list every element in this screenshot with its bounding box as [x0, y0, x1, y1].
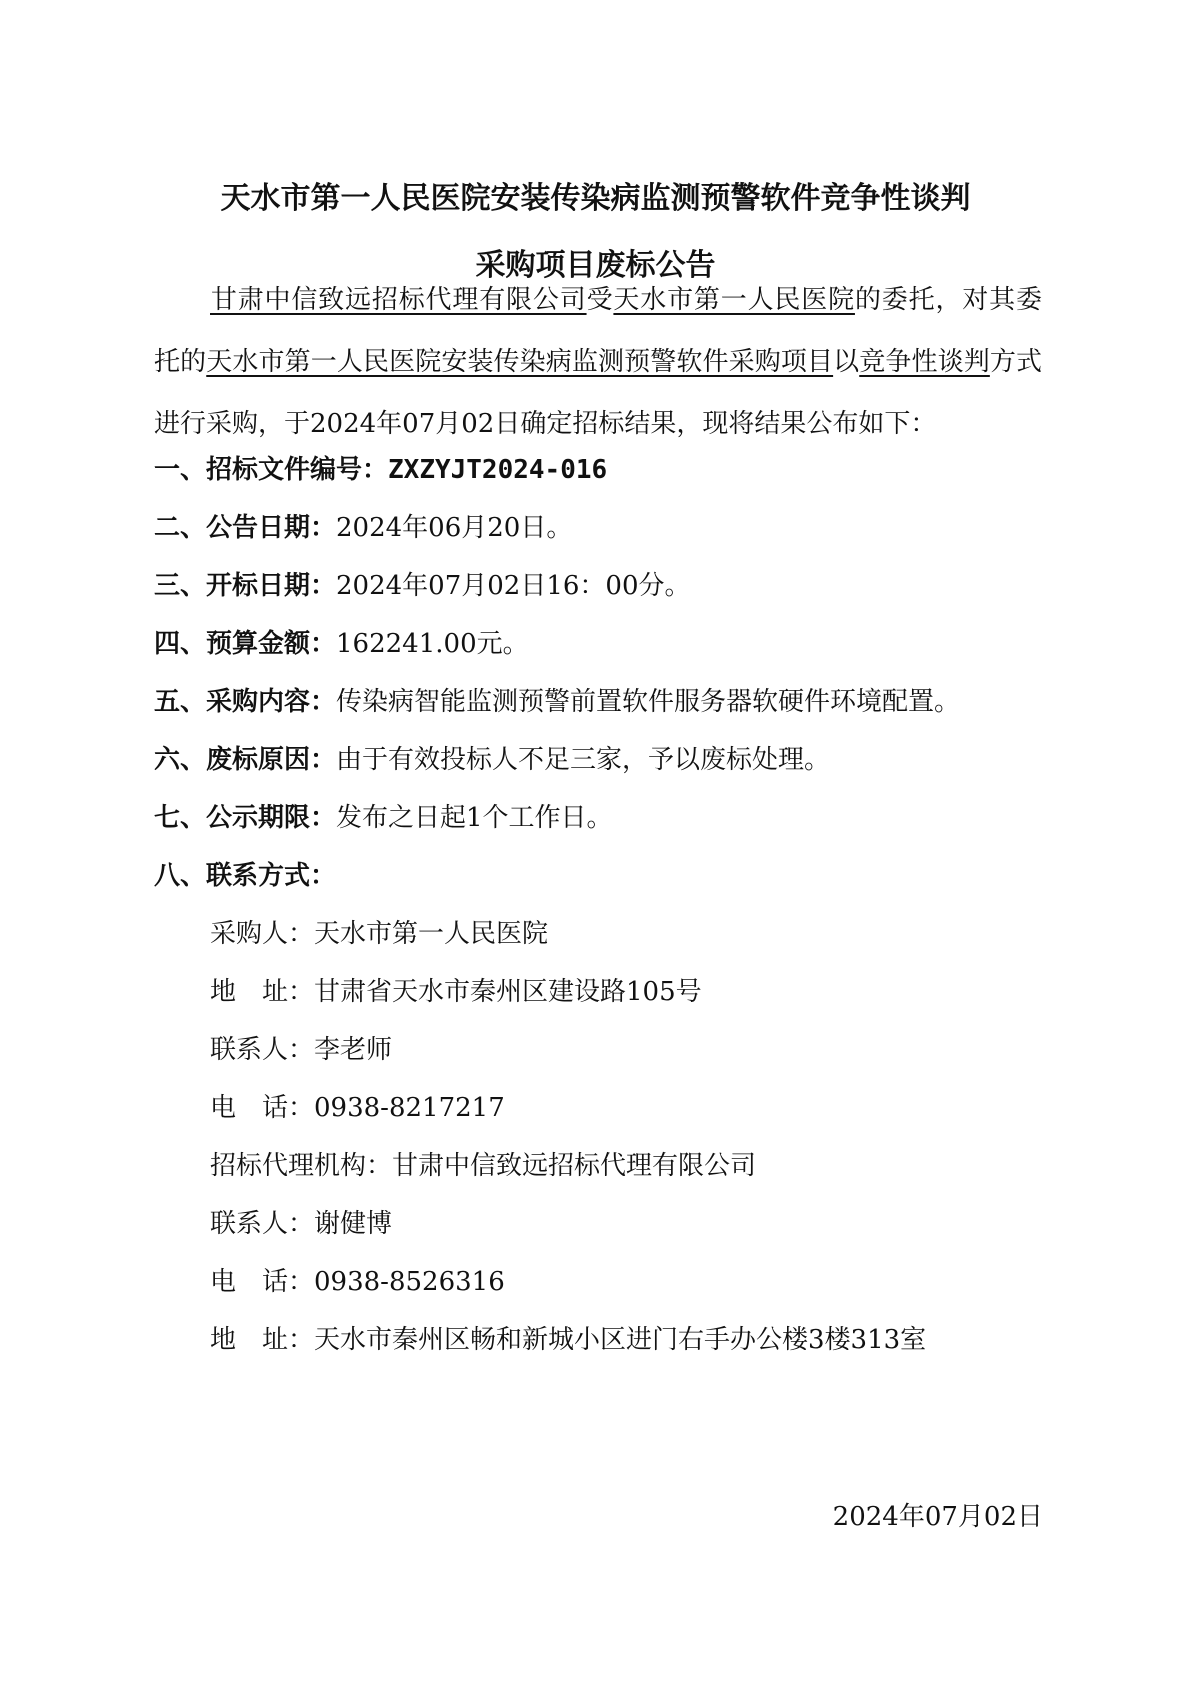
contact-purchaser-address: 地 址：甘肃省天水市秦州区建设路105号 — [210, 977, 702, 1007]
item-label: 七、公示期限： — [154, 803, 337, 833]
item-value: 发布之日起1个工作日。 — [336, 803, 613, 833]
item-budget — [154, 627, 1054, 661]
item-value: 162241.00元。 — [336, 629, 529, 659]
item-label: 四、预算金额： — [154, 629, 337, 659]
intro-paragraph — [154, 269, 1042, 455]
contact-agency-phone: 电 话：0938-8526316 — [210, 1267, 505, 1297]
item-value: 2024年07月02日16：00分。 — [336, 571, 691, 601]
item-label: 五、采购内容： — [154, 687, 337, 717]
client-name: 天水市第一人民医院 — [613, 285, 855, 315]
title-line-1: 天水市第一人民医院安装传染病监测预警软件竞争性谈判 — [220, 181, 971, 216]
intro-text-2: 的委托，对其委托的 — [154, 285, 1042, 377]
intro-text-4: 方式进行采购，于2024年07月02日确定招标结果，现将结果公布如下： — [154, 347, 1042, 439]
item-contact-info — [154, 859, 1054, 893]
item-procurement-content — [154, 685, 1054, 719]
item-value: 由于有效投标人不足三家，予以废标处理。 — [336, 745, 831, 775]
item-label: 二、公告日期： — [154, 513, 337, 543]
item-opening-date — [154, 569, 1054, 603]
item-label: 八、联系方式： — [154, 861, 337, 891]
item-announcement-date — [154, 511, 1054, 545]
item-label: 三、开标日期： — [154, 571, 337, 601]
procurement-method: 竞争性谈判 — [859, 347, 990, 377]
contact-agency-person: 联系人：谢健博 — [210, 1209, 393, 1239]
contact-purchaser-person: 联系人：李老师 — [210, 1035, 393, 1065]
contact-agency: 招标代理机构：甘肃中信致远招标代理有限公司 — [210, 1151, 757, 1181]
contact-purchaser-phone: 电 话：0938-8217217 — [210, 1093, 505, 1123]
item-label: 一、招标文件编号： — [154, 455, 389, 485]
agent-name: 甘肃中信致远招标代理有限公司 — [210, 285, 587, 315]
intro-text-3: 以 — [833, 347, 860, 377]
project-name: 天水市第一人民医院安装传染病监测预警软件采购项目 — [206, 347, 834, 377]
item-publicity-period — [154, 801, 1054, 835]
intro-text-1: 受 — [586, 285, 614, 315]
contact-agency-address: 地 址：天水市秦州区畅和新城小区进门右手办公楼3楼313室 — [210, 1325, 927, 1355]
title-line-2: 采购项目废标公告 — [475, 248, 716, 283]
item-label: 六、废标原因： — [154, 745, 337, 775]
item-value: 传染病智能监测预警前置软件服务器软硬件环境配置。 — [336, 687, 961, 717]
signature-date: 2024年07月02日 — [832, 1502, 1043, 1532]
item-value: ZXZYJT2024-016 — [388, 455, 608, 485]
item-value: 2024年06月20日。 — [336, 513, 573, 543]
item-rejection-reason — [154, 743, 1054, 777]
item-file-number — [154, 453, 1054, 487]
contact-purchaser: 采购人：天水市第一人民医院 — [210, 919, 549, 949]
